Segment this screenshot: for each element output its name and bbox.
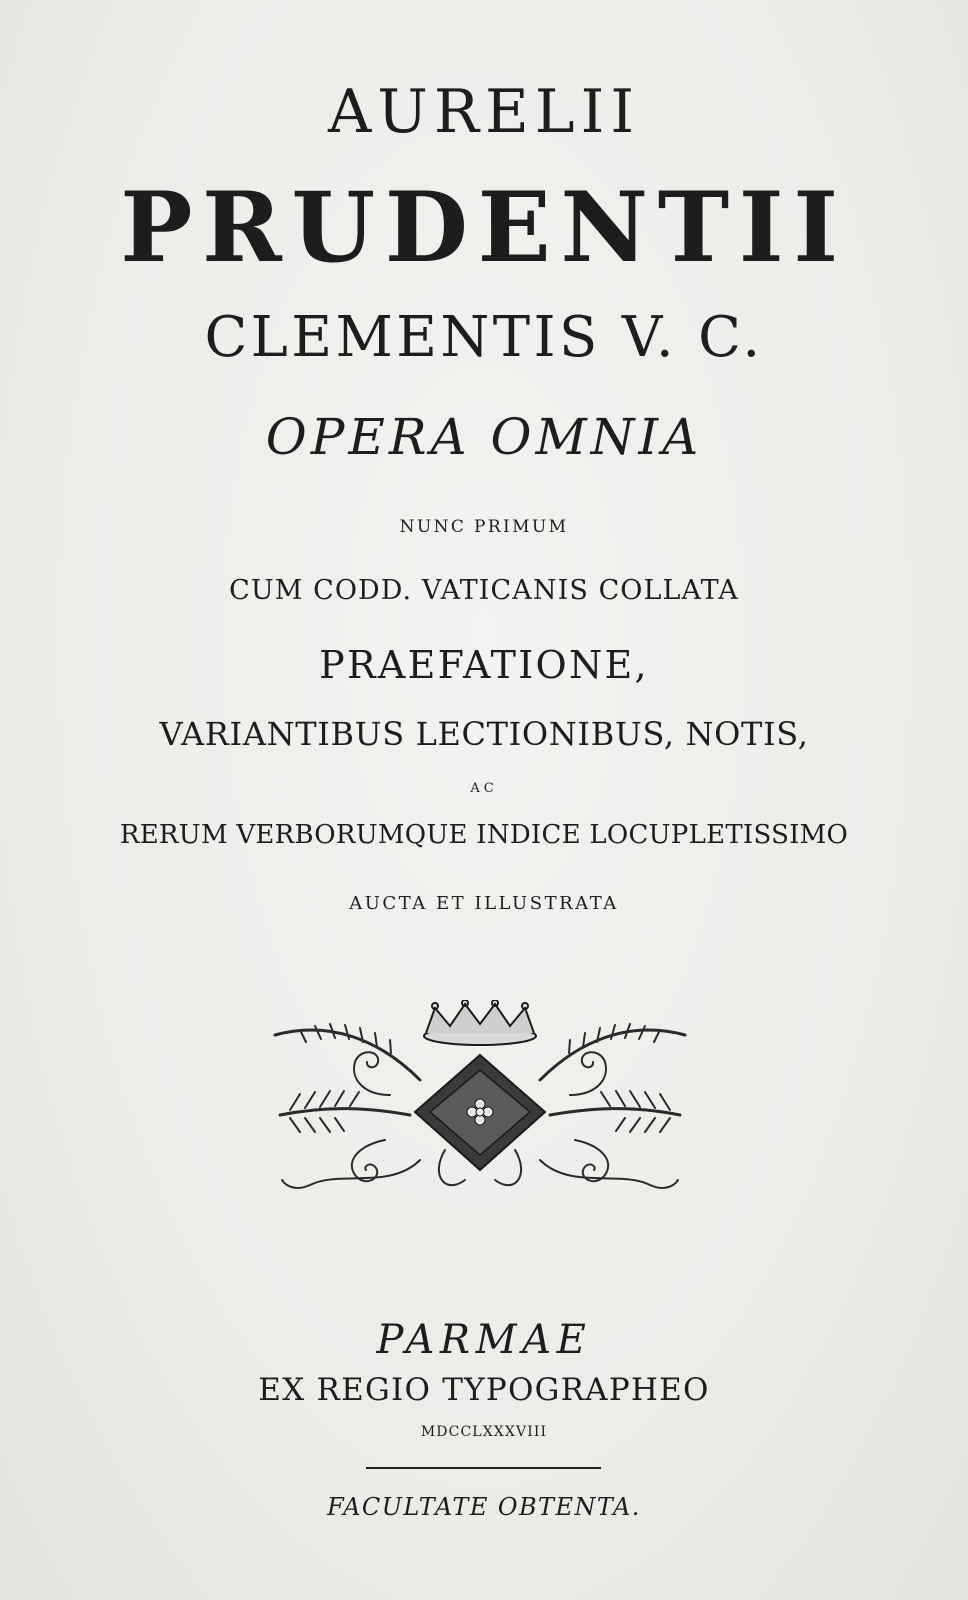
imprint-printer: EX REGIO TYPOGRAPHEO	[258, 1372, 710, 1408]
subtitle-nunc-primum: NUNC PRIMUM	[399, 517, 569, 537]
subtitle-aucta: AUCTA ET ILLUSTRATA	[349, 893, 619, 914]
author-cognomen: CLEMENTIS V. C.	[204, 305, 764, 370]
subtitle-variantibus: VARIANTIBUS LECTIONIBUS, NOTIS,	[159, 715, 809, 753]
imprint-note: FACULTATE OBTENTA.	[327, 1493, 641, 1521]
imprint-year: MDCCLXXXVIII	[420, 1424, 548, 1440]
subtitle-collata: CUM CODD. VATICANIS COLLATA	[229, 575, 739, 606]
horizontal-rule	[366, 1467, 601, 1469]
work-title: OPERA OMNIA	[265, 408, 703, 466]
crowned-shield-with-palms-icon	[270, 1000, 690, 1220]
subtitle-praefatione: PRAEFATIONE,	[319, 643, 649, 687]
author-first-name: AURELII	[327, 77, 641, 147]
subtitle-ac: AC	[470, 781, 498, 796]
imprint-place: PARMAE	[376, 1317, 592, 1363]
author-name: PRUDENTII	[120, 171, 848, 284]
subtitle-indice: RERUM VERBORUMQUE INDICE LOCUPLETISSIMO	[119, 820, 849, 850]
